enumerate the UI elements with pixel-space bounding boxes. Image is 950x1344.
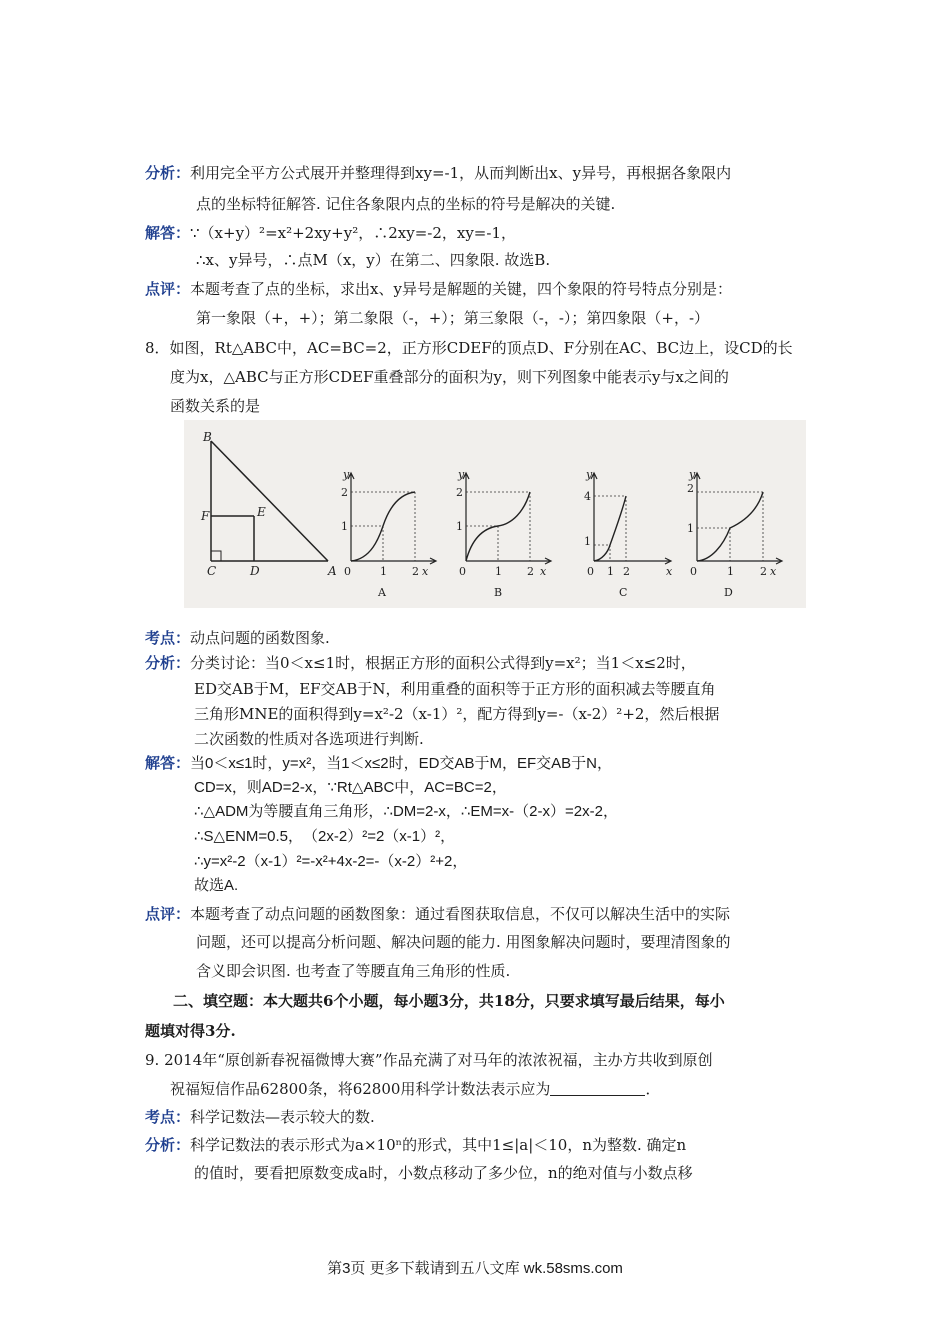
x-tick-2: 2	[527, 565, 534, 578]
x-tick-1: 1	[727, 565, 734, 578]
point-text: 动点问题的函数图象.	[190, 629, 330, 647]
q8-answer-line: ∴S△ENM=0.5， （2x-2）²=2（x-1）²，	[194, 828, 456, 845]
option-label: C	[619, 586, 628, 599]
x-tick-1: 1	[607, 565, 614, 578]
y-tick-4: 4	[584, 490, 591, 503]
y-tick-1: 1	[456, 520, 463, 533]
section-heading-cont: 题填对得3分.	[145, 1022, 236, 1040]
q8-analysis-cont: 三角形MNE的面积得到y=x²-2（x-1）²，配方得到y=-（x-2）²+2，然后根据	[194, 705, 720, 723]
q9-question-end: ．	[645, 1080, 661, 1098]
q8-analysis	[145, 652, 696, 674]
point-label: 考点：	[145, 629, 191, 647]
graph-d	[687, 468, 782, 599]
x-tick-2: 2	[760, 565, 767, 578]
x-tick-1: 1	[495, 565, 502, 578]
y-var: y	[343, 468, 350, 481]
answer-label: 解答：	[145, 224, 191, 242]
option-label: B	[494, 586, 503, 599]
y-tick-1: 1	[584, 535, 591, 548]
x-var: x	[770, 565, 777, 578]
q8-point	[145, 627, 330, 649]
q8-figure	[184, 420, 806, 608]
y-var: y	[689, 468, 696, 481]
answer-blank[interactable]	[550, 1081, 645, 1096]
analysis-text: 科学记数法的表示形式为a×10ⁿ的形式，其中1≤|a|＜10，n为整数. 确定n	[190, 1136, 687, 1154]
section-heading: 二、填空题：本大题共6个小题，每小题3分，共18分，只要求填写最后结果，每小	[173, 992, 725, 1010]
x-tick-0: 0	[459, 565, 466, 578]
q7-analysis-cont: 点的坐标特征解答. 记住各象限内点的坐标的符号是解决的关键.	[196, 195, 616, 213]
option-label: D	[724, 586, 733, 599]
answer-label: 解答：	[145, 754, 191, 772]
y-tick-2: 2	[687, 482, 694, 495]
x-tick-0: 0	[690, 565, 697, 578]
y-tick-2: 2	[456, 486, 463, 499]
graph-b	[456, 468, 551, 599]
x-tick-1: 1	[380, 565, 387, 578]
y-tick-1: 1	[341, 520, 348, 533]
x-var: x	[540, 565, 547, 578]
q8-question: 8．如图，Rt△ABC中，AC=BC=2，正方形CDEF的顶点D、F分别在AC、BC边上，设CD的长	[145, 339, 793, 357]
q7-review	[145, 278, 732, 300]
page-footer: 第3页 更多下载请到五八文库 wk.58sms.com	[327, 1260, 623, 1277]
graph-a	[341, 468, 436, 599]
answer-text: ∵（x+y）²=x²+2xy+y²，∴2xy=-2，xy=-1，	[190, 224, 516, 242]
review-text: 本题考查了动点问题的函数图象：通过看图获取信息，不仅可以解决生活中的实际	[190, 905, 731, 923]
x-var: x	[422, 565, 429, 578]
label-c: C	[207, 564, 217, 578]
q8-review-cont: 问题，还可以提高分析问题、解决问题的能力. 用图象解决问题时，要理清图象的	[196, 933, 731, 951]
q8-analysis-cont: 二次函数的性质对各选项进行判断.	[194, 730, 424, 748]
q7-answer	[145, 222, 516, 244]
label-b: B	[203, 430, 212, 444]
x-tick-0: 0	[344, 565, 351, 578]
analysis-label: 分析：	[145, 1136, 191, 1154]
q9-question-text: 祝福短信作品62800条，将62800用科学计数法表示应为	[170, 1080, 551, 1098]
q8-answer-line: ∴y=x²-2（x-1）²=-x²+4x-2=-（x-2）²+2，	[194, 853, 468, 870]
q8-question-cont: 函数关系的是	[170, 397, 261, 415]
graph-c	[584, 468, 673, 599]
x-tick-0: 0	[587, 565, 594, 578]
q9-point	[145, 1106, 375, 1128]
q8-question-cont: 度为x，△ABC与正方形CDEF重叠部分的面积为y，则下列图象中能表示y与x之间的	[170, 368, 729, 386]
analysis-text: 分类讨论：当0＜x≤1时，根据正方形的面积公式得到y=x²；当1＜x≤2时，	[190, 654, 696, 672]
x-var: x	[666, 565, 673, 578]
q8-review-cont: 含义即会识图. 也考查了等腰直角三角形的性质.	[196, 962, 511, 980]
triangle-diagram	[211, 441, 328, 561]
point-label: 考点：	[145, 1108, 191, 1126]
q8-answer	[145, 752, 612, 775]
review-label: 点评：	[145, 905, 191, 923]
analysis-label: 分析：	[145, 164, 191, 182]
q7-analysis	[145, 162, 731, 184]
label-a: A	[328, 564, 337, 578]
review-label: 点评：	[145, 280, 191, 298]
q8-analysis-cont: ED交AB于M，EF交AB于N，利用重叠的面积等于正方形的面积减去等腰直角	[194, 680, 716, 698]
q9-analysis	[145, 1134, 686, 1156]
analysis-text: 利用完全平方公式展开并整理得到xy=-1，从而判断出x、y异号，再根据各象限内	[190, 164, 732, 182]
q8-answer-line: ∴△ADM为等腰直角三角形，∴DM=2-x，∴EM=x-（2-x）=2x-2，	[194, 803, 618, 820]
answer-text: 当0＜x≤1时，y=x²，当1＜x≤2时，ED交AB于M，EF交AB于N，	[190, 755, 612, 772]
x-tick-2: 2	[623, 565, 630, 578]
y-var: y	[586, 468, 593, 481]
q9-question: 9. 2014年“原创新春祝福微博大赛”作品充满了对马年的浓浓祝福，主办方共收到原创	[145, 1051, 713, 1069]
x-tick-2: 2	[412, 565, 419, 578]
q7-answer-cont: ∴x、y异号，∴点M（x，y）在第二、四象限. 故选B.	[196, 251, 551, 269]
q8-answer-line: 故选A.	[194, 877, 239, 894]
y-var: y	[458, 468, 465, 481]
label-f: F	[201, 509, 210, 523]
review-text: 本题考查了点的坐标，求出x、y异号是解题的关键，四个象限的符号特点分别是：	[190, 280, 732, 298]
point-text: 科学记数法—表示较大的数.	[190, 1108, 375, 1126]
analysis-label: 分析：	[145, 654, 191, 672]
q8-review	[145, 903, 730, 925]
label-e: E	[257, 505, 266, 519]
q9-question-cont	[170, 1078, 660, 1100]
q7-review-cont: 第一象限（+，+）；第二象限（-，+）；第三象限（-，-）；第四象限（+，-）	[196, 309, 710, 327]
q8-answer-line: CD=x，则AD=2-x，∵Rt△ABC中，AC=BC=2，	[194, 779, 507, 796]
y-tick-1: 1	[687, 522, 694, 535]
q9-analysis-cont: 的值时，要看把原数变成a时，小数点移动了多少位，n的绝对值与小数点移	[194, 1164, 693, 1182]
y-tick-2: 2	[341, 486, 348, 499]
label-d: D	[250, 564, 260, 578]
option-label: A	[378, 586, 386, 599]
